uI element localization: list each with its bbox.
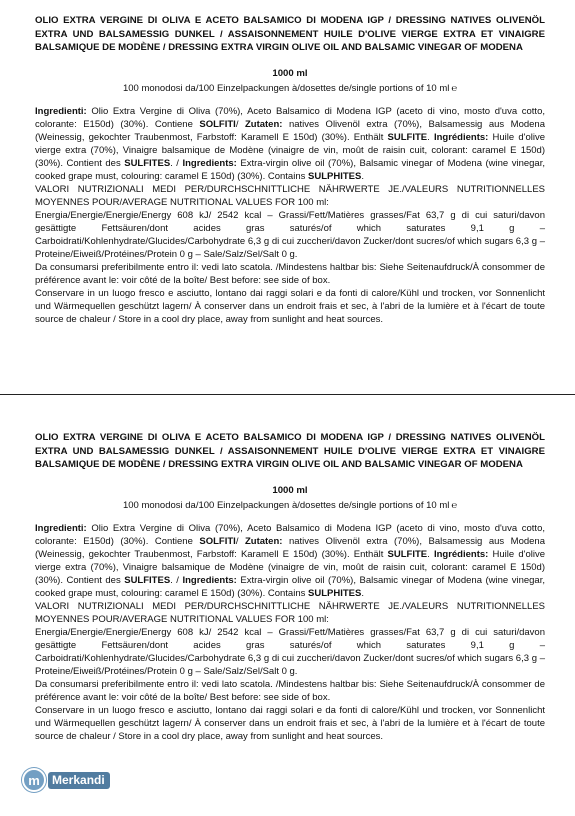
ingredients-text-en: Extra-virgin olive oil (70%), Balsamic vinegar of Modena (wine vinegar, cooked grape must, colouring: caramel E 150d) (30%). Contains <box>35 157 545 182</box>
separator: / <box>235 535 245 547</box>
separator: . / <box>170 157 183 169</box>
portions-line <box>35 500 545 512</box>
ingredients-label-it: Ingredienti: <box>35 105 87 117</box>
label-body <box>35 522 545 743</box>
separator: / <box>235 118 245 130</box>
merkandi-logo-icon: m <box>22 768 46 792</box>
allergen-fr: SULFITES <box>124 574 171 586</box>
ingredients-label-de: Zutaten: <box>244 118 283 130</box>
ingredients-text-it: Olio Extra Vergine di Oliva (70%), Aceto Balsamico di Modena IGP (aceto di vino, mosto d'uva cotto, colorante: E150d) (30%). Contiene <box>35 522 545 547</box>
best-before: Da consumarsi preferibilmente entro il: vedi lato scatola. /Mindestens haltbar bis: Siehe Seitenaufdruck/À consommer de préférence avant le: voir côté de la boîte/ Best before: see side of box. <box>35 261 545 286</box>
ingredients-label-de: Zutaten: <box>244 535 283 547</box>
label-block-2 <box>0 431 575 743</box>
ingredients-label-fr: Ingrédients: <box>433 548 489 560</box>
ingredients-label-en: Ingredients: <box>182 574 237 586</box>
ingredients-text-it: Olio Extra Vergine di Oliva (70%), Aceto Balsamico di Modena IGP (aceto di vino, mosto d'uva cotto, colorante: E150d) (30%). Contiene <box>35 105 545 130</box>
portions-text: 100 monodosi da/100 Einzelpackungen à/dosettes de/single portions of 10 ml <box>122 499 450 511</box>
divider-line <box>0 394 575 395</box>
separator: . <box>361 170 364 182</box>
allergen-en: SULPHITES <box>308 170 362 182</box>
watermark-text: Merkandi <box>48 772 110 789</box>
nutrition-values: Energia/Energie/Energie/Energy 608 kJ/ 2542 kcal – Grassi/Fett/Matières grasses/Fat 63,7 g di cui saturi/davon gesättigte Fettsäuren/dont acides gras saturés/of which saturates 9,1 g – Carboidrati/Kohlenhydrate/Glucides/Carbohydrate 6,3 g di cui zuccheri/davon Zucker/dont sucres/of which sugars 6,3 g – Proteine/Eiweiß/Protéines/Protein 0 g – Sale/Salz/Sel/Salt 0 g. <box>35 209 545 260</box>
separator: . <box>361 587 364 599</box>
product-size: 1000 ml <box>272 67 308 79</box>
ingredients-text-fr: Huile d'olive vierge extra (70%), Vinaigre balsamique de Modène (vinaigre de vin, moût de raisin cuit, colorant: caramel E 150d) (30%). Contient des <box>35 131 545 169</box>
ingredients-label-en: Ingredients: <box>182 157 237 169</box>
estimated-sign-icon: ℮ <box>451 82 458 94</box>
ingredients-text-en: Extra-virgin olive oil (70%), Balsamic vinegar of Modena (wine vinegar, cooked grape must, colouring: caramel E 150d) (30%). Contains <box>35 574 545 599</box>
ingredients-text-fr: Huile d'olive vierge extra (70%), Vinaigre balsamique de Modène (vinaigre de vin, moût de raisin cuit, colorant: caramel E 150d) (30%). Contient des <box>35 548 545 586</box>
nutrition-heading: VALORI NUTRIZIONALI MEDI PER/DURCHSCHNITTLICHE NÄHRWERTE JE./VALEURS NUTRITIONNELLES MOYENNES POUR/AVERAGE NUTRITIONAL VALUES FOR 100 ml: <box>35 600 545 625</box>
ingredients-text-de: natives Olivenöl extra (70%), Balsamessig aus Modena (Weinessig, gekochter Traubenmost, Farbstoff: Karamell E 150d) (30%). Enthält <box>35 118 545 143</box>
storage-instructions: Conservare in un luogo fresco e asciutto, lontano dai raggi solari e da fonti di calore/Kühl und trocken, vor Sonnenlicht und Wärmequellen geschützt lagern/ À conserver dans un endroit frais et sec, à l'abri de la lumière et à l'écart de toute source de chaleur / Store in a cool dry place, away from sunlight and heat sources. <box>35 287 545 325</box>
allergen-de: SULFITE <box>387 548 428 560</box>
ingredients-paragraph <box>35 522 545 600</box>
ingredients-label-fr: Ingrédients: <box>433 131 489 143</box>
allergen-en: SULPHITES <box>308 587 362 599</box>
ingredients-text-de: natives Olivenöl extra (70%), Balsamessig aus Modena (Weinessig, gekochter Traubenmost, Farbstoff: Karamell E 150d) (30%). Enthält <box>35 535 545 560</box>
allergen-fr: SULFITES <box>124 157 171 169</box>
estimated-sign-icon: ℮ <box>451 499 458 511</box>
storage-instructions: Conservare in un luogo fresco e asciutto, lontano dai raggi solari e da fonti di calore/Kühl und trocken, vor Sonnenlicht und Wärmequellen geschützt lagern/ À conserver dans un endroit frais et sec, à l'abri de la lumière et à l'écart de toute source de chaleur / Store in a cool dry place, away from sunlight and heat sources. <box>35 704 545 742</box>
nutrition-values: Energia/Energie/Energie/Energy 608 kJ/ 2542 kcal – Grassi/Fett/Matières grasses/Fat 63,7 g di cui saturi/davon gesättigte Fettsäuren/dont acides gras saturés/of which saturates 9,1 g – Carboidrati/Kohlenhydrate/Glucides/Carbohydrate 6,3 g di cui zuccheri/davon Zucker/dont sucres/of which sugars 6,3 g – Proteine/Eiweiß/Protéines/Protein 0 g – Sale/Salz/Sel/Salt 0 g. <box>35 626 545 677</box>
separator: . <box>427 548 434 560</box>
ingredients-paragraph <box>35 105 545 183</box>
portions-text: 100 monodosi da/100 Einzelpackungen à/dosettes de/single portions of 10 ml <box>122 82 450 94</box>
nutrition-heading: VALORI NUTRIZIONALI MEDI PER/DURCHSCHNITTLICHE NÄHRWERTE JE./VALEURS NUTRITIONNELLES MOYENNES POUR/AVERAGE NUTRITIONAL VALUES FOR 100 ml: <box>35 183 545 208</box>
product-title: OLIO EXTRA VERGINE DI OLIVA E ACETO BALSAMICO DI MODENA IGP / DRESSING NATIVES OLIVENÖL EXTRA UND BALSAMESSIG DUNKEL / ASSAISONNEMENT HUILE D'OLIVE VIERGE EXTRA ET VINAIGRE BALSAMIQUE DE MODÈNE / DRESSING EXTRA VIRGIN OLIVE OIL AND BALSAMIC VINEGAR OF MODENA <box>35 15 545 54</box>
portions-line <box>35 83 545 95</box>
merkandi-watermark <box>22 769 112 791</box>
allergen-it: SOLFITI <box>199 535 236 547</box>
best-before: Da consumarsi preferibilmente entro il: vedi lato scatola. /Mindestens haltbar bis: Siehe Seitenaufdruck/À consommer de préférence avant le: voir côté de la boîte/ Best before: see side of box. <box>35 678 545 703</box>
separator: . <box>427 131 434 143</box>
product-size: 1000 ml <box>272 484 308 496</box>
allergen-de: SULFITE <box>387 131 428 143</box>
product-title: OLIO EXTRA VERGINE DI OLIVA E ACETO BALSAMICO DI MODENA IGP / DRESSING NATIVES OLIVENÖL EXTRA UND BALSAMESSIG DUNKEL / ASSAISONNEMENT HUILE D'OLIVE VIERGE EXTRA ET VINAIGRE BALSAMIQUE DE MODÈNE / DRESSING EXTRA VIRGIN OLIVE OIL AND BALSAMIC VINEGAR OF MODENA <box>35 432 545 471</box>
allergen-it: SOLFITI <box>199 118 236 130</box>
separator: . / <box>170 574 183 586</box>
ingredients-label-it: Ingredienti: <box>35 522 87 534</box>
label-body <box>35 105 545 326</box>
label-block-1 <box>0 14 575 326</box>
